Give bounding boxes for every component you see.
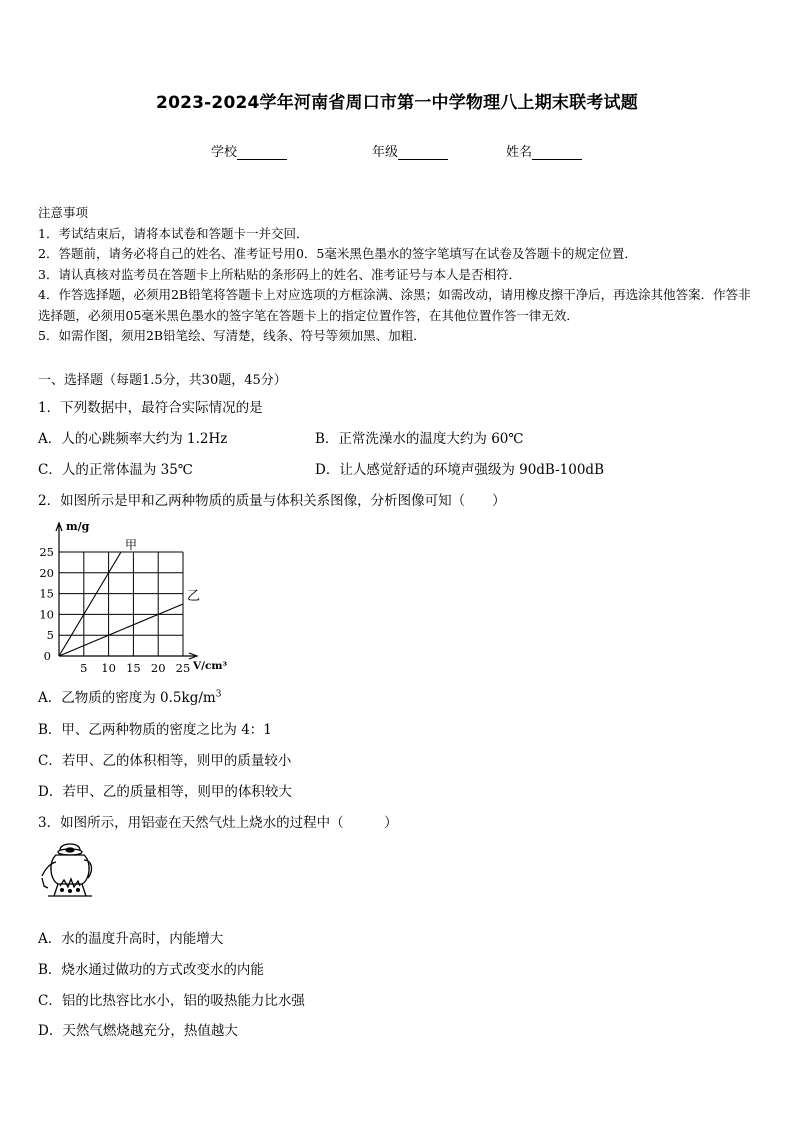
name-blank[interactable]	[532, 146, 582, 160]
kettle-drawing	[42, 844, 92, 896]
q2-option-b[interactable]: B．甲、乙两种物质的密度之比为 4：1	[38, 722, 272, 738]
notice-item-1: 1．考试结束后，请将本试卷和答题卡一并交回．	[38, 225, 309, 241]
notice-item-3: 3．请认真核对监考员在答题卡上所粘贴的条形码上的姓名、准考证号与本人是否相符．	[38, 266, 521, 282]
q3-option-b[interactable]: B．烧水通过做功的方式改变水的内能	[38, 962, 264, 978]
grade-label: 年级	[372, 145, 399, 160]
notice-heading: 注意事项	[38, 205, 89, 220]
y-tick-label: 15	[39, 586, 54, 601]
x-tick-label: 25	[175, 661, 191, 675]
x-tick-label: 15	[126, 661, 141, 675]
q2-option-a-sup: 3	[215, 689, 222, 700]
series-label-jia: 甲	[125, 538, 138, 552]
notice-item-2: 2．答题前，请务必将自己的姓名、准考证号用0．5毫米黑色墨水的签字笔填写在试卷及答题卡的规定位置．	[38, 246, 637, 261]
kettle-on-stove-figure	[38, 840, 102, 910]
name-label: 姓名	[506, 145, 533, 160]
grade-blank[interactable]	[398, 146, 448, 160]
q2-option-c[interactable]: C．若甲、乙的体积相等，则甲的质量较小	[38, 753, 292, 769]
school-label: 学校	[211, 145, 238, 160]
origin-label: 0	[43, 649, 51, 663]
series-label-yi: 乙	[187, 589, 201, 604]
series-line-2	[59, 604, 183, 656]
mass-volume-chart	[30, 517, 240, 675]
page-title: 2023-2024学年河南省周口市第一中学物理八上期末联考试题	[156, 93, 638, 113]
q2-option-a-text: A．乙物质的密度为 0.5kg/m	[38, 690, 216, 706]
y-axis-label: m/g	[66, 520, 90, 533]
section-title: 一、选择题（每题1.5分，共30题，45分）	[38, 373, 287, 388]
series-line-1	[59, 552, 121, 656]
q1-option-a[interactable]: A．人的心跳频率大约为 1.2Hz	[38, 431, 228, 447]
y-tick-label: 25	[39, 545, 54, 559]
q1-stem: 1．下列数据中，最符合实际情况的是	[38, 400, 263, 416]
q1-option-b[interactable]: B．正常洗澡水的温度大约为 60℃	[315, 431, 524, 447]
x-axis-label: V/cm³	[193, 660, 228, 672]
y-tick-label: 20	[39, 565, 54, 580]
q3-option-d[interactable]: D．天然气燃烧越充分，热值越大	[38, 1023, 238, 1039]
y-tick-label: 10	[39, 607, 54, 622]
q1-option-c[interactable]: C．人的正常体温为 35℃	[38, 462, 193, 478]
q2-option-d[interactable]: D．若甲、乙的质量相等，则甲的体积较大	[38, 784, 292, 800]
notice-item-4: 4．作答选择题，必须用2B铅笔将答题卡上对应选项的方框涂满、涂黑；如需改动，请用橡皮擦干净后，再选涂其他答案．作答非选择题，必须用05毫米黑色墨水的签字笔在答题卡上的指定位置作答，在其他位置作答一律无效．	[38, 287, 751, 323]
q2-stem: 2．如图所示是甲和乙两种物质的质量与体积关系图像，分析图像可知（ ）	[38, 493, 506, 509]
notice-block	[38, 203, 762, 347]
q3-stem: 3．如图所示，用铝壶在天然气灶上烧水的过程中（ ）	[38, 815, 398, 831]
name-field	[506, 141, 582, 160]
q2-option-a[interactable]	[38, 686, 221, 706]
school-blank[interactable]	[237, 146, 287, 160]
x-tick-label: 10	[101, 661, 116, 675]
q1-option-d[interactable]: D．让人感觉舒适的环境声强级为 90dB-100dB	[315, 462, 604, 478]
notice-item-5: 5．如需作图，须用2B铅笔绘、写清楚，线条、符号等须加黑、加粗．	[38, 328, 426, 343]
x-tick-label: 5	[80, 661, 88, 675]
q3-option-c[interactable]: C．铝的比热容比水小，铝的吸热能力比水强	[38, 993, 305, 1009]
y-tick-label: 5	[46, 628, 54, 643]
school-field	[211, 141, 287, 160]
x-tick-label: 20	[150, 661, 166, 675]
grade-field	[372, 141, 448, 160]
q3-option-a[interactable]: A．水的温度升高时，内能增大	[38, 931, 224, 947]
flame-marks	[60, 888, 80, 893]
